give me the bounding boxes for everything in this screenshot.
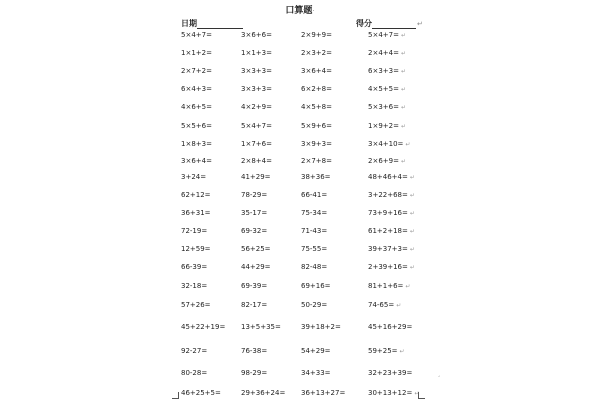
problem-text: 44+29=	[241, 263, 271, 271]
problem-text: 92-27=	[181, 347, 208, 355]
problem-cell	[241, 226, 267, 236]
problem-cell	[181, 102, 212, 112]
problem-cell	[181, 281, 207, 291]
problem-text: 4×5+5=	[368, 85, 399, 93]
problem-cell	[181, 346, 207, 356]
problem-text: 5×9+6=	[301, 122, 332, 130]
problem-cell	[301, 139, 332, 149]
problem-cell	[368, 388, 419, 399]
problem-text: 36+13+27=	[301, 389, 346, 397]
problem-text: 80-28=	[181, 369, 208, 377]
problem-cell	[301, 244, 327, 254]
problem-text: 82-17=	[241, 301, 268, 309]
problem-cell	[181, 139, 212, 149]
problem-cell	[301, 388, 345, 398]
problem-cell	[368, 322, 412, 332]
problem-text: 54+29=	[301, 347, 331, 355]
problem-cell	[241, 84, 272, 94]
paragraph-mark: ↵	[400, 68, 406, 75]
problem-text: 4×6+5=	[181, 103, 212, 111]
problem-text: 29+36+24=	[241, 389, 286, 397]
problem-text: 56+25=	[241, 245, 271, 253]
problem-cell	[181, 244, 211, 254]
problem-text: 30+13+12=	[368, 389, 413, 397]
problem-text: 36+31=	[181, 209, 211, 217]
problem-text: 3×3+3=	[241, 67, 272, 75]
problem-cell	[368, 281, 410, 292]
problem-cell	[241, 300, 267, 310]
problem-cell	[368, 48, 406, 59]
problem-cell	[241, 244, 271, 254]
paragraph-mark: ↵	[405, 141, 411, 148]
problem-text: 12+59=	[181, 245, 211, 253]
problem-text: 45+22+19=	[181, 323, 226, 331]
problem-cell	[301, 48, 332, 58]
paragraph-mark: ↵	[399, 348, 405, 355]
problem-text: 69+16=	[301, 282, 331, 290]
problem-cell	[241, 172, 271, 182]
problem-cell	[301, 190, 327, 200]
problem-text: 2×7+8=	[301, 157, 332, 165]
problem-text: 35-17=	[241, 209, 268, 217]
problem-cell	[368, 156, 406, 167]
paragraph-mark: ↵	[409, 264, 415, 271]
problem-text: 1×7+6=	[241, 140, 272, 148]
problem-text: 78-29=	[241, 191, 268, 199]
problem-cell	[368, 190, 415, 201]
problem-cell	[368, 208, 415, 219]
problem-cell	[241, 208, 267, 218]
paragraph-mark: ↵	[400, 50, 406, 57]
problem-cell	[301, 121, 332, 131]
problem-text: 3×9+3=	[301, 140, 332, 148]
problem-cell	[301, 208, 327, 218]
problem-cell	[368, 102, 406, 113]
problem-cell	[241, 388, 285, 398]
problem-text: 2×6+9=	[368, 157, 399, 165]
problem-text: 46+25+5=	[181, 389, 221, 397]
problem-cell	[301, 156, 332, 166]
problem-cell	[181, 388, 221, 398]
problem-cell	[181, 66, 212, 76]
problem-cell	[368, 346, 405, 357]
problem-cell	[368, 226, 415, 237]
paragraph-mark: ↵	[409, 192, 415, 199]
problem-text: 61+2+18=	[368, 227, 408, 235]
problem-text: 34+33=	[301, 369, 331, 377]
problem-text: 57+26=	[181, 301, 211, 309]
paragraph-mark: ↵	[400, 86, 406, 93]
problem-text: 32+23+39=	[368, 369, 413, 377]
problem-cell	[181, 300, 211, 310]
paragraph-mark: ˼	[438, 370, 440, 377]
problem-cell	[241, 121, 272, 131]
problem-text: 2×3+2=	[301, 49, 332, 57]
paragraph-mark: ↵	[409, 228, 415, 235]
problem-cell	[181, 368, 207, 378]
problem-cell	[301, 172, 331, 182]
problem-text: 2×7+2=	[181, 67, 212, 75]
problem-text: 3+24=	[181, 173, 207, 181]
problem-text: 69-32=	[241, 227, 268, 235]
problem-cell	[241, 102, 272, 112]
problem-cell	[368, 172, 415, 183]
problem-cell	[181, 262, 207, 272]
score-blank-line	[372, 20, 416, 29]
problem-cell	[181, 156, 212, 166]
problem-text: 6×4+3=	[181, 85, 212, 93]
problem-cell	[301, 30, 332, 40]
problem-cell	[181, 172, 206, 182]
problem-text: 2+39+16=	[368, 263, 408, 271]
problem-text: 71-43=	[301, 227, 328, 235]
problem-cell	[301, 322, 341, 332]
problem-text: 62+12=	[181, 191, 211, 199]
problem-cell	[241, 368, 267, 378]
problem-text: 98-29=	[241, 369, 268, 377]
problem-text: 2×8+4=	[241, 157, 272, 165]
problem-cell	[301, 262, 327, 272]
problem-text: 4×5+8=	[301, 103, 332, 111]
problem-text: 3×3+3=	[241, 85, 272, 93]
problem-cell	[368, 66, 406, 77]
problem-text: 38+36=	[301, 173, 331, 181]
problem-text: 2×4+4=	[368, 49, 399, 57]
paragraph-mark: ↵	[414, 390, 420, 397]
problem-text: 5×3+6=	[368, 103, 399, 111]
problem-cell	[241, 322, 281, 332]
problem-cell	[241, 346, 267, 356]
problem-text: 5×4+7=	[181, 31, 212, 39]
problem-text: 66-41=	[301, 191, 328, 199]
problem-cell	[368, 368, 412, 378]
problem-cell	[241, 281, 267, 291]
problem-text: 1×1+2=	[181, 49, 212, 57]
problem-text: 39+37+3=	[368, 245, 408, 253]
problem-cell	[241, 190, 267, 200]
problem-cell	[368, 300, 401, 311]
problem-cell	[368, 30, 406, 41]
problem-cell	[301, 102, 332, 112]
problem-text: 81+1+6=	[368, 282, 404, 290]
paragraph-mark: ↵	[409, 246, 415, 253]
problem-cell	[368, 262, 415, 273]
problem-text: 3×6+4=	[181, 157, 212, 165]
problem-cell	[301, 368, 331, 378]
problem-text: 5×4+7=	[241, 122, 272, 130]
paragraph-mark: ↵	[396, 302, 402, 309]
paragraph-mark: ↵	[405, 283, 411, 290]
problem-text: 48+46+4=	[368, 173, 408, 181]
problem-text: 69-39=	[241, 282, 268, 290]
problem-cell	[368, 121, 406, 132]
problem-cell	[181, 121, 212, 131]
date-label: 日期	[181, 19, 197, 28]
problem-text: 5×4+7=	[368, 31, 399, 39]
problem-cell	[181, 30, 212, 40]
problem-cell	[181, 322, 225, 332]
problem-text: 2×9+9=	[301, 31, 332, 39]
problem-text: 75-34=	[301, 209, 328, 217]
problem-text: 39+18+2=	[301, 323, 341, 331]
problem-cell	[181, 190, 211, 200]
paragraph-mark: ↵	[409, 210, 415, 217]
score-label: 得分	[356, 19, 372, 28]
problem-cell	[181, 208, 211, 218]
problem-text: 1×8+3=	[181, 140, 212, 148]
problem-text: 32-18=	[181, 282, 208, 290]
page-corner-mark-left	[172, 392, 179, 399]
paragraph-mark: ↵	[400, 32, 406, 39]
problem-text: 50-29=	[301, 301, 328, 309]
problem-text: 13+5+35=	[241, 323, 281, 331]
problem-cell	[241, 30, 272, 40]
problem-text: 3+22+68=	[368, 191, 408, 199]
problem-cell	[368, 139, 410, 150]
problem-cell	[301, 66, 332, 76]
problem-text: 75-55=	[301, 245, 328, 253]
problem-cell	[181, 84, 212, 94]
problem-text: 41+29=	[241, 173, 271, 181]
problem-cell	[368, 244, 415, 255]
paragraph-mark: ↵	[400, 158, 406, 165]
problem-text: 74-65=	[368, 301, 395, 309]
problem-text: 6×2+8=	[301, 85, 332, 93]
problem-cell	[241, 48, 272, 58]
problem-text: 72-19=	[181, 227, 208, 235]
paragraph-mark: ↵	[400, 104, 406, 111]
problem-cell	[301, 281, 331, 291]
problem-cell	[241, 139, 272, 149]
problem-cell	[301, 346, 331, 356]
problem-text: 66-39=	[181, 263, 208, 271]
score-field: 得分 ↵	[356, 19, 423, 28]
problem-cell	[301, 300, 327, 310]
problem-text: 6×3+3=	[368, 67, 399, 75]
date-blank-line	[197, 20, 243, 29]
problem-cell	[241, 156, 272, 166]
problem-text: 3×4+10=	[368, 140, 404, 148]
problem-cell	[181, 48, 212, 58]
date-field	[181, 18, 243, 29]
problem-text: 5×5+6=	[181, 122, 212, 130]
paragraph-mark: ↵	[409, 174, 415, 181]
problem-text: 4×2+9=	[241, 103, 272, 111]
problem-text: 73+9+16=	[368, 209, 408, 217]
problem-cell	[181, 226, 207, 236]
problem-text: 45+16+29=	[368, 323, 413, 331]
problem-text: 59+25=	[368, 347, 398, 355]
problem-cell	[301, 226, 327, 236]
page-corner-mark-right	[418, 392, 425, 399]
problem-text: 3×6+4=	[301, 67, 332, 75]
problem-text: 76-38=	[241, 347, 268, 355]
problem-text: 1×1+3=	[241, 49, 272, 57]
problem-cell	[241, 262, 271, 272]
problem-text: 82-48=	[301, 263, 328, 271]
paragraph-mark: ↵	[400, 123, 406, 130]
problem-text: 1×9+2=	[368, 122, 399, 130]
page-title: 口算题·	[285, 6, 315, 16]
problem-cell	[368, 84, 406, 95]
problem-cell	[301, 84, 332, 94]
problem-text: 3×6+6=	[241, 31, 272, 39]
problem-cell	[241, 66, 272, 76]
